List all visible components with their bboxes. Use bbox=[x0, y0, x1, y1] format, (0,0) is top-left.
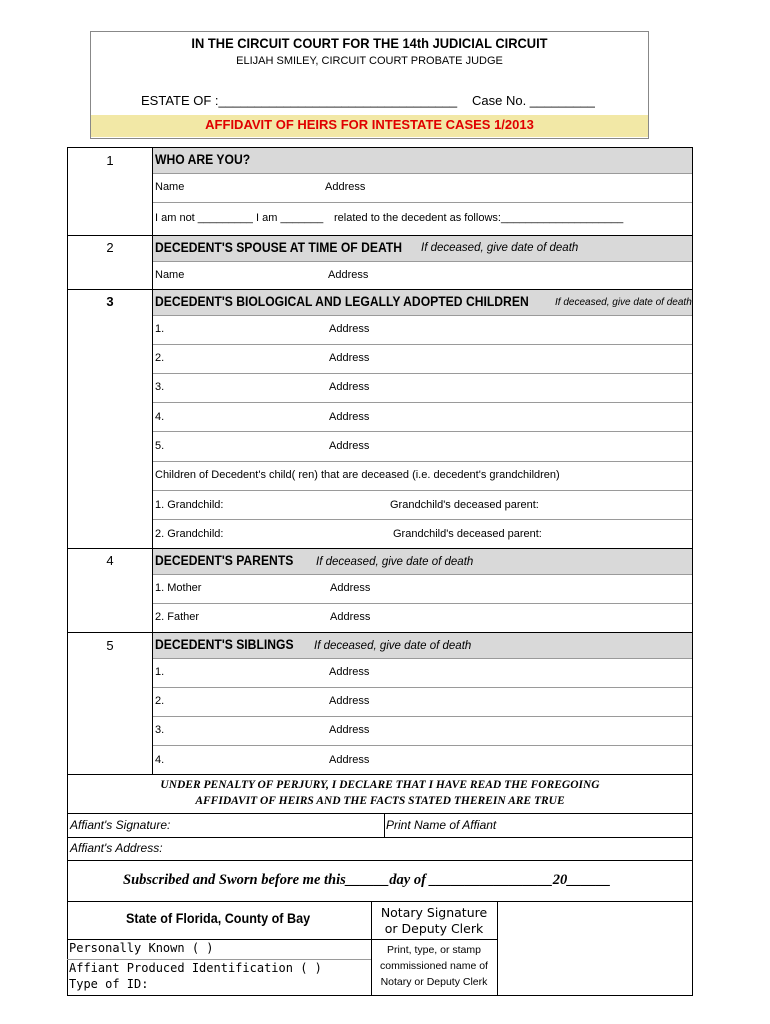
section-2-title: DECEDENT'S SPOUSE AT TIME OF DEATH bbox=[155, 240, 403, 255]
column-divider bbox=[384, 813, 385, 837]
s3-child-4-address[interactable]: Address bbox=[329, 411, 370, 423]
row-divider bbox=[153, 373, 692, 374]
row-divider bbox=[153, 461, 692, 462]
produced-id-checkbox[interactable]: Affiant Produced Identification ( ) bbox=[69, 961, 322, 975]
section-5-number: 5 bbox=[106, 638, 114, 653]
row-divider bbox=[153, 687, 692, 688]
row-divider bbox=[153, 490, 692, 491]
s3-child-5-label[interactable]: 5. bbox=[155, 440, 165, 452]
row-divider bbox=[153, 344, 692, 345]
section-5-note: If deceased, give date of death bbox=[314, 640, 472, 652]
s1-i-am-field[interactable]: I am _______ bbox=[256, 212, 324, 224]
notary-signature-label-1: Notary Signature bbox=[380, 905, 488, 920]
row-divider bbox=[67, 289, 693, 290]
print-name-field[interactable]: Print Name of Affiant bbox=[386, 818, 497, 832]
perjury-statement-line-2: AFFIDAVIT OF HEIRS AND THE FACTS STATED THEREIN ARE TRUE bbox=[195, 795, 565, 807]
print-type-stamp-line-1: Print, type, or stamp bbox=[387, 944, 481, 956]
s5-sibling-1-label[interactable]: 1. bbox=[155, 666, 165, 678]
row-divider bbox=[153, 315, 692, 316]
s5-sibling-3-address[interactable]: Address bbox=[329, 724, 370, 736]
row-divider bbox=[67, 939, 497, 940]
row-divider bbox=[67, 813, 693, 814]
row-divider bbox=[67, 837, 693, 838]
row-divider bbox=[153, 173, 692, 174]
section-3-number: 3 bbox=[106, 294, 114, 309]
section-3-note: If deceased, give date of death bbox=[555, 297, 692, 308]
perjury-statement-line-1: UNDER PENALTY OF PERJURY, I DECLARE THAT I HAVE READ THE FOREGOING bbox=[160, 779, 600, 791]
grandchild-2-field[interactable]: 2. Grandchild: bbox=[155, 528, 224, 540]
affiant-signature-field[interactable]: Affiant's Signature: bbox=[70, 818, 171, 832]
s5-sibling-3-label[interactable]: 3. bbox=[155, 724, 165, 736]
row-divider bbox=[153, 402, 692, 403]
s2-name-field[interactable]: Name bbox=[155, 269, 185, 281]
type-of-id-field[interactable]: Type of ID: bbox=[69, 977, 149, 991]
row-divider bbox=[67, 632, 693, 633]
notary-signature-area[interactable] bbox=[498, 902, 692, 940]
s2-address-field[interactable]: Address bbox=[328, 269, 369, 281]
row-divider bbox=[67, 548, 693, 549]
section-2-number: 2 bbox=[106, 240, 114, 255]
grandchild-2-parent-field[interactable]: Grandchild's deceased parent: bbox=[393, 528, 542, 540]
estate-of-field[interactable]: ESTATE OF :_________________________________ bbox=[141, 93, 458, 108]
s1-related-field[interactable]: related to the decedent as follows:____________________ bbox=[334, 212, 624, 224]
notary-signature-label-2: or Deputy Clerk bbox=[384, 921, 484, 936]
s5-sibling-2-label[interactable]: 2. bbox=[155, 695, 165, 707]
s1-i-am-not-field[interactable]: I am not _________ bbox=[155, 212, 253, 224]
s3-child-4-label[interactable]: 4. bbox=[155, 411, 165, 423]
row-divider bbox=[67, 235, 693, 236]
grandchildren-note: Children of Decedent's child( ren) that are deceased (i.e. decedent's grandchildren) bbox=[155, 469, 560, 481]
section-4-number: 4 bbox=[106, 553, 114, 568]
row-divider bbox=[153, 658, 692, 659]
section-2-note: If deceased, give date of death bbox=[421, 242, 579, 254]
section-3-title: DECEDENT'S BIOLOGICAL AND LEGALLY ADOPTED CHILDREN bbox=[155, 294, 529, 309]
s3-child-1-address[interactable]: Address bbox=[329, 323, 370, 335]
s3-child-2-label[interactable]: 2. bbox=[155, 352, 165, 364]
case-number-field[interactable]: Case No. _________ bbox=[472, 93, 595, 108]
notary-stamp-area[interactable] bbox=[498, 940, 692, 995]
row-divider bbox=[153, 745, 692, 746]
s1-name-field[interactable]: Name bbox=[155, 181, 185, 193]
sworn-statement[interactable]: Subscribed and Sworn before me this______day of _________________20______ bbox=[123, 872, 611, 888]
print-type-stamp-line-3: Notary or Deputy Clerk bbox=[380, 976, 488, 988]
row-divider bbox=[153, 574, 692, 575]
print-type-stamp-line-2: commissioned name of bbox=[380, 960, 488, 972]
section-4-note: If deceased, give date of death bbox=[316, 556, 474, 568]
s3-child-5-address[interactable]: Address bbox=[329, 440, 370, 452]
s5-sibling-1-address[interactable]: Address bbox=[329, 666, 370, 678]
s5-sibling-4-address[interactable]: Address bbox=[329, 754, 370, 766]
row-divider bbox=[67, 774, 693, 775]
s3-child-3-label[interactable]: 3. bbox=[155, 381, 165, 393]
row-divider bbox=[153, 716, 692, 717]
form-title: AFFIDAVIT OF HEIRS FOR INTESTATE CASES 1/2013 bbox=[205, 117, 534, 132]
court-title: IN THE CIRCUIT COURT FOR THE 14th JUDICIAL CIRCUIT bbox=[191, 35, 548, 51]
section-5-title: DECEDENT'S SIBLINGS bbox=[155, 637, 294, 652]
s4-father-address[interactable]: Address bbox=[330, 611, 371, 623]
row-divider bbox=[153, 431, 692, 432]
s3-child-2-address[interactable]: Address bbox=[329, 352, 370, 364]
judge-name: ELIJAH SMILEY, CIRCUIT COURT PROBATE JUDGE bbox=[236, 55, 503, 67]
row-divider bbox=[153, 261, 692, 262]
s3-child-3-address[interactable]: Address bbox=[329, 381, 370, 393]
row-divider bbox=[153, 603, 692, 604]
s4-father-field[interactable]: 2. Father bbox=[155, 611, 200, 623]
s4-mother-field[interactable]: 1. Mother bbox=[155, 582, 202, 594]
row-divider bbox=[153, 202, 692, 203]
section-1-number: 1 bbox=[106, 153, 114, 168]
section-1-title: WHO ARE YOU? bbox=[155, 152, 251, 167]
state-county: State of Florida, County of Bay bbox=[126, 910, 311, 926]
s3-child-1-label[interactable]: 1. bbox=[155, 323, 165, 335]
grandchild-1-field[interactable]: 1. Grandchild: bbox=[155, 499, 224, 511]
row-divider bbox=[153, 519, 692, 520]
personally-known-checkbox[interactable]: Personally Known ( ) bbox=[69, 941, 214, 955]
s4-mother-address[interactable]: Address bbox=[330, 582, 371, 594]
affiant-address-field[interactable]: Affiant's Address: bbox=[70, 841, 163, 855]
row-divider bbox=[67, 860, 693, 861]
s5-sibling-2-address[interactable]: Address bbox=[329, 695, 370, 707]
section-4-title: DECEDENT'S PARENTS bbox=[155, 553, 294, 568]
grandchild-1-parent-field[interactable]: Grandchild's deceased parent: bbox=[390, 499, 539, 511]
row-divider bbox=[67, 959, 371, 960]
s1-address-field[interactable]: Address bbox=[325, 181, 366, 193]
s5-sibling-4-label[interactable]: 4. bbox=[155, 754, 165, 766]
